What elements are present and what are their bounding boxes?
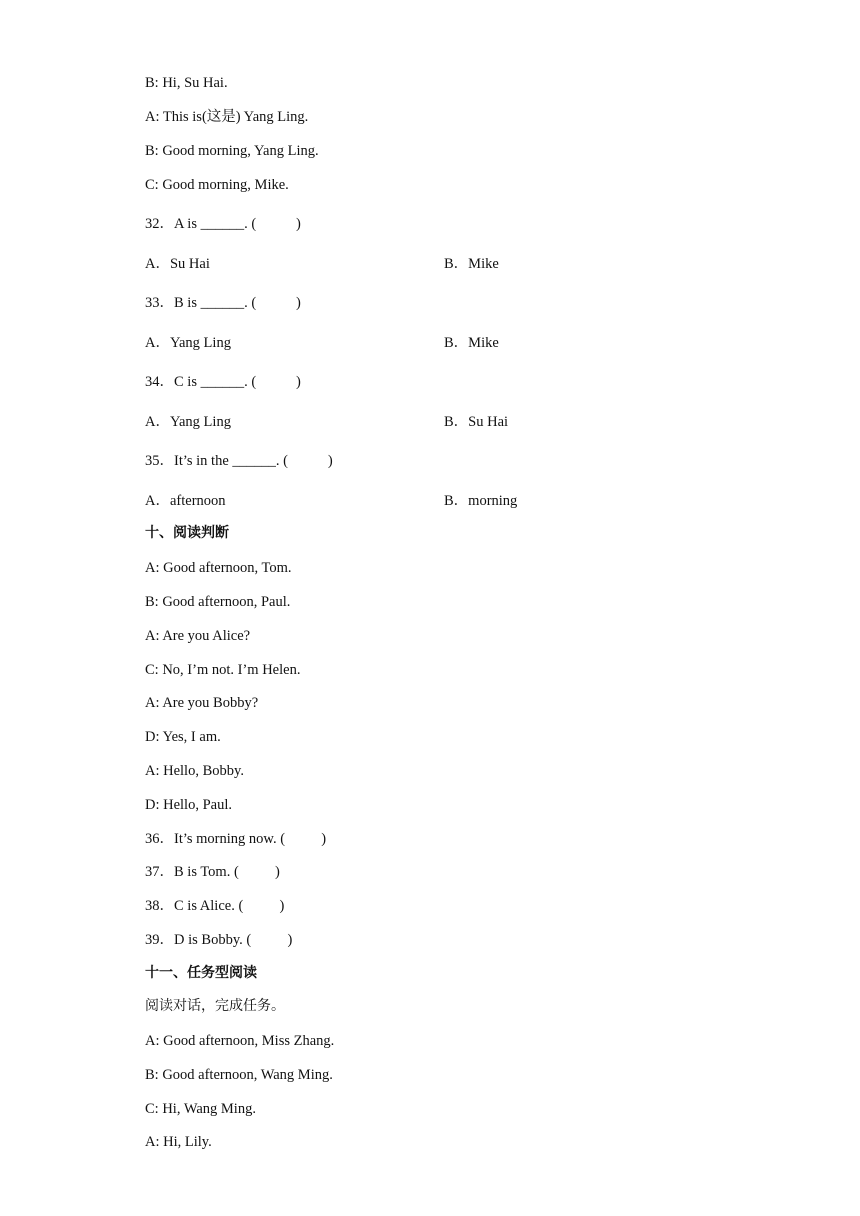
dialog-line: A: Are you Bobby? — [145, 695, 259, 711]
section-11-instruction: 阅读对话，完成任务。 — [145, 998, 285, 1014]
dialog-line: B: Good morning, Yang Ling. — [145, 143, 319, 159]
question-34-option-a: A．Yang Ling — [145, 414, 231, 430]
question-38: 38．C is Alice. ( ) — [145, 898, 285, 914]
question-32-option-a: A．Su Hai — [145, 256, 210, 272]
question-35-stem: 35．It’s in the ______. ( ) — [145, 453, 333, 469]
dialog-line: B: Good afternoon, Paul. — [145, 594, 291, 610]
question-39: 39．D is Bobby. ( ) — [145, 932, 293, 948]
question-33-option-a: A．Yang Ling — [145, 335, 231, 351]
dialog-line: A: Good afternoon, Tom. — [145, 560, 292, 576]
question-33-stem: 33．B is ______. ( ) — [145, 295, 301, 311]
dialog-line: A: Good afternoon, Miss Zhang. — [145, 1033, 335, 1049]
dialog-line: C: Good morning, Mike. — [145, 177, 289, 193]
question-34-stem: 34．C is ______. ( ) — [145, 374, 301, 390]
dialog-line: C: Hi, Wang Ming. — [145, 1101, 256, 1117]
question-33-option-b: B．Mike — [444, 335, 499, 351]
dialog-line: B: Hi, Su Hai. — [145, 75, 228, 91]
question-35-option-b: B．morning — [444, 493, 518, 509]
question-32-option-b: B．Mike — [444, 256, 499, 272]
dialog-line: A: Hello, Bobby. — [145, 763, 244, 779]
dialog-line: C: No, I’m not. I’m Helen. — [145, 662, 301, 678]
dialog-line: D: Yes, I am. — [145, 729, 221, 745]
question-35-option-a: A．afternoon — [145, 493, 226, 509]
section-10-title: 十、阅读判断 — [145, 525, 229, 541]
question-36: 36．It’s morning now. ( ) — [145, 831, 327, 847]
dialog-line: A: Are you Alice? — [145, 628, 251, 644]
question-34-option-b: B．Su Hai — [444, 414, 509, 430]
dialog-line: A: This is(这是) Yang Ling. — [145, 109, 309, 125]
question-37: 37．B is Tom. ( ) — [145, 864, 280, 880]
dialog-line: D: Hello, Paul. — [145, 797, 232, 813]
dialog-line: A: Hi, Lily. — [145, 1134, 212, 1150]
dialog-line: B: Good afternoon, Wang Ming. — [145, 1067, 333, 1083]
question-32-stem: 32．A is ______. ( ) — [145, 216, 301, 232]
section-11-title: 十一、任务型阅读 — [145, 965, 257, 981]
